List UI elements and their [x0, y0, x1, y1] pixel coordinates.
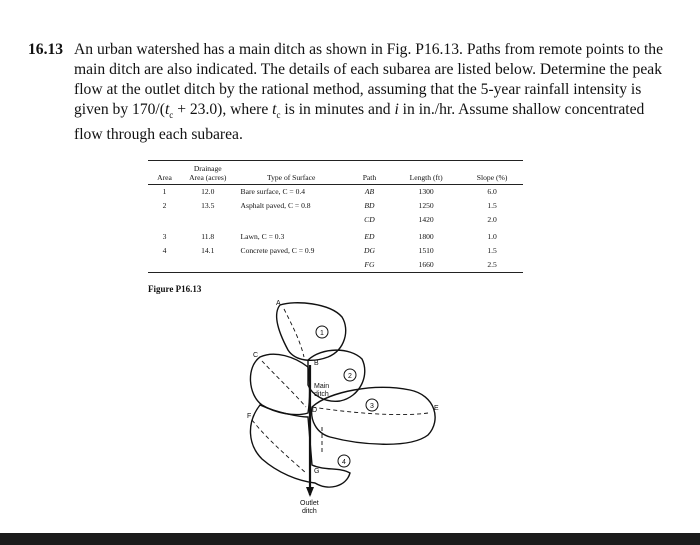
subarea-1-number: 1 [320, 330, 324, 337]
bottom-bar [0, 533, 700, 545]
table-row [148, 185, 523, 200]
cell-surface: Lawn, C = 0.3 [240, 232, 285, 241]
cell-area: 2 [162, 201, 167, 210]
cell-slope: 6.0 [487, 187, 497, 196]
cell-slope: 1.0 [487, 232, 497, 241]
cell-acres: 11.8 [201, 232, 215, 241]
cell-slope: 2.0 [487, 215, 497, 224]
subarea-3-number: 3 [370, 403, 374, 410]
cell-surface: Asphalt paved, C = 0.8 [240, 201, 311, 210]
cell-area: 1 [162, 187, 167, 196]
col-path: Path [348, 161, 391, 185]
cell-surface [235, 258, 348, 273]
cell-slope: 1.5 [487, 201, 497, 210]
cell-acres [181, 213, 235, 227]
point-labels [247, 300, 439, 475]
subarea-3-outline [312, 387, 435, 444]
col-drainage-line2: Area (acres) [189, 173, 227, 182]
cell-surface: Concrete paved, C = 0.9 [240, 246, 315, 255]
problem-statement [28, 40, 673, 145]
cell-slope: 2.5 [461, 258, 523, 273]
cell-path: AB [364, 187, 375, 196]
cell-length: 1250 [418, 201, 434, 210]
cell-path: FG [348, 258, 391, 273]
cell-acres [181, 258, 235, 273]
point-c-label: C [253, 352, 259, 359]
cell-length: 1300 [418, 187, 434, 196]
problem-number: 16.13 [28, 41, 64, 58]
cell-area: 3 [162, 232, 167, 241]
cell-path: CD [364, 215, 375, 224]
cell-length: 1510 [418, 246, 434, 255]
col-surface: Type of Surface [235, 161, 348, 185]
cell-surface [235, 213, 348, 227]
cell-acres: 13.5 [201, 201, 215, 210]
point-b-label: B [314, 360, 319, 367]
subarea-2-number: 2 [348, 373, 352, 380]
path-fg [252, 420, 306, 473]
main-ditch-label-1: Main [314, 383, 330, 390]
col-area: Area [148, 161, 181, 185]
point-f-label: F [247, 413, 252, 420]
cell-acres: 12.0 [201, 187, 215, 196]
point-g-label: G [314, 468, 320, 475]
subarea-1-outline [277, 303, 346, 361]
table-row [148, 244, 523, 258]
path-cd [262, 361, 306, 407]
col-drainage [181, 161, 235, 185]
outlet-arrow [306, 487, 314, 497]
subarea-4-outline [250, 405, 350, 487]
point-e-label: E [434, 405, 439, 412]
col-slope: Slope (%) [461, 161, 523, 185]
figure-caption: Figure P16.13 [148, 284, 202, 294]
cell-area [148, 258, 181, 273]
table-row [148, 213, 523, 227]
col-drainage-line1: Drainage [193, 164, 222, 173]
cell-slope: 1.5 [487, 246, 497, 255]
cell-path: ED [364, 232, 375, 241]
cell-path: BD [364, 201, 375, 210]
outlet-label-1: Outlet [300, 500, 319, 507]
cell-area: 4 [162, 246, 167, 255]
ditch-labels [300, 383, 329, 515]
cell-acres: 14.1 [201, 246, 215, 255]
cell-length: 1800 [418, 232, 434, 241]
cell-length: 1420 [418, 215, 434, 224]
table-row [148, 258, 523, 273]
table-row [148, 199, 523, 213]
main-ditch-label-2: ditch [314, 391, 329, 398]
path-ab [284, 309, 304, 357]
col-length: Length (ft) [391, 161, 461, 185]
outlet-label-2: ditch [302, 508, 317, 515]
cell-path: DG [363, 246, 375, 255]
cell-area [148, 213, 181, 227]
problem-text: An urban watershed has a main ditch as shown in Fig. P16.13. Paths from remote points to the main ditch are also indicated. The details of each subarea are listed below. Determine the peak flow at the outlet ditch by the rational method, assuming that the 5-year rainfall intensity is given by $170/(t_c + 23.0)$, where $t_c$ is in minutes and i in in./hr. Assume shallow concentrated flow through each subarea. [74, 41, 664, 144]
table-row [148, 227, 523, 244]
table-header-row [148, 161, 523, 185]
watershed-figure [200, 295, 470, 520]
cell-length: 1660 [391, 258, 461, 273]
subarea-table [148, 160, 523, 273]
flow-paths [252, 309, 428, 473]
point-d-label: D [312, 407, 318, 414]
subarea-4-number: 4 [342, 459, 346, 466]
cell-surface: Bare surface, C = 0.4 [240, 187, 306, 196]
point-a-label: A [276, 300, 281, 307]
